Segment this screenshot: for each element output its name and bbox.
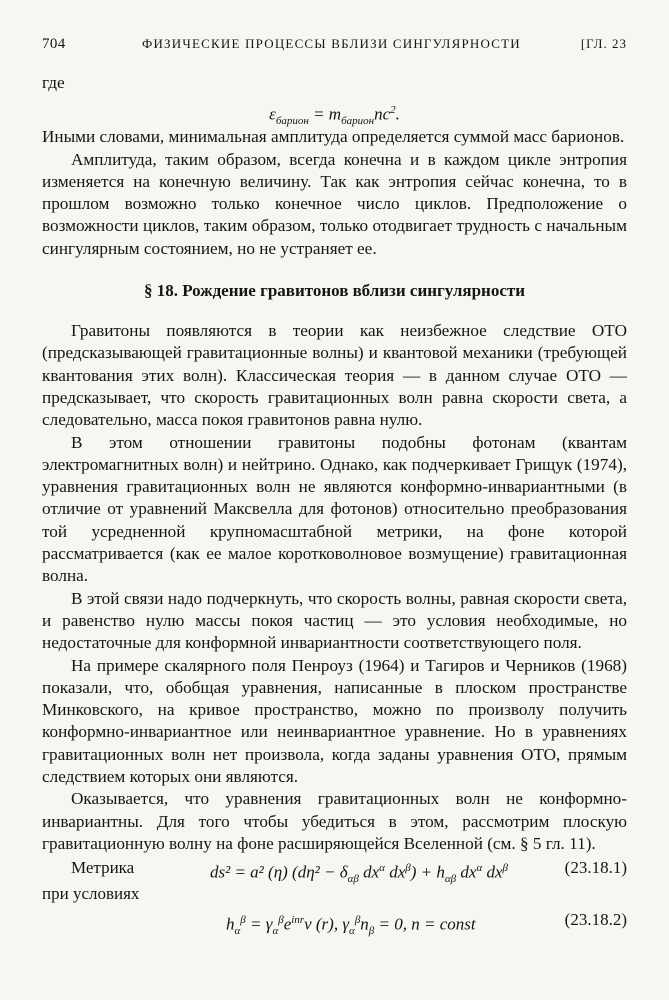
eq-sup: α xyxy=(379,862,385,875)
section-heading: § 18. Рождение гравитонов вблизи сингулярности xyxy=(143,281,526,301)
eq-sup: β xyxy=(502,862,508,875)
eq-sub: α xyxy=(349,925,355,938)
equation-number: (23.18.2) xyxy=(564,910,627,930)
eq-sub: αβ xyxy=(347,873,359,886)
eq-part: h xyxy=(226,914,235,934)
baryon-energy-formula xyxy=(42,98,627,128)
eq-sup: α xyxy=(476,862,483,875)
page-number: 704 xyxy=(42,36,66,52)
formula-end: . xyxy=(395,104,400,124)
eq-sup: β xyxy=(354,914,361,927)
formula-eq: = m xyxy=(308,104,342,124)
eq-part: = γ xyxy=(245,914,273,934)
eq-part: = 0, n = const xyxy=(374,914,476,934)
paragraph: Амплитуда, таким образом, всегда конечна и в каждом цикле энтропия изменяется на конечную величину. Так как энтропия сейчас конечна, то в прошлом возможно только конечное число циклов. Предположение о возможности циклов, таким образом, только отодвигает трудность с начальным сингулярным состоянием, но не устраняет ее. xyxy=(42,149,627,258)
equation-number: (23.18.1) xyxy=(564,858,627,878)
running-title: ФИЗИЧЕСКИЕ ПРОЦЕССЫ ВБЛИЗИ СИНГУЛЯРНОСТИ xyxy=(142,36,521,51)
equation-23-18-2-body xyxy=(42,907,627,938)
eq-part: dx xyxy=(384,862,406,882)
eq-sup: β xyxy=(405,862,411,875)
eq-part: dx xyxy=(456,862,477,882)
paragraph: Оказывается, что уравнения гравитационных волн не конформно-инвариантны. Для того чтобы убедиться в этом, рассмотрим плоскую гравитационную волну на фоне расширяющейся Вселенной (см. § 5 гл. 11). xyxy=(42,789,627,853)
eq-sub: α xyxy=(234,925,241,938)
paragraph: Иными словами, минимальная амплитуда определяется суммой масс барионов. xyxy=(42,127,625,147)
gde-word: где xyxy=(42,73,65,92)
eq-part: dx xyxy=(482,862,503,882)
paragraph: В этой связи надо подчеркнуть, что скорость волны, равная скорости света, и равенство нулю массы покоя частиц — это условия необходимые, но недостаточные для конформной инвариантности соответствующего поля. xyxy=(42,588,627,653)
paragraph: На примере скалярного поля Пенроуз (1964) и Тагиров и Черников (1968) показали, что, обобщая уравнения, написанные в плоском пространстве Минковского, на кривое пространство, можно по произволу получить конформно-инвариантное или неинвариантное уравнение. Но в уравнениях гравитационных волн нет произвола, когда заданы уравнения ОТО, прямым следствием которых они являются. xyxy=(42,655,627,787)
running-header xyxy=(42,36,627,58)
eq-sup: β xyxy=(278,914,284,927)
paragraph: Гравитоны появляются в теории как неизбежное следствие ОТО (предсказывающей гравитационные волны) и квантовой механики (требующей квантования этих волн). Классическая теория — в данном случае ОТО — предсказывает, что скорость гравитационных волн равна скорости света, а следовательно, масса покоя гравитонов равна нулю. xyxy=(42,321,627,430)
equation-label: Метрика xyxy=(71,858,135,878)
eq-part: ν (r), γ xyxy=(304,914,350,934)
eq-sup: inr xyxy=(291,914,305,927)
equation-23-18-2 xyxy=(42,881,627,907)
eq-sup: β xyxy=(240,914,246,927)
eq-part: dx xyxy=(358,862,380,882)
equation-23-18-1 xyxy=(42,855,627,886)
equation-label: при условиях xyxy=(42,884,140,904)
formula-sub-2: барион xyxy=(341,115,375,128)
formula-power: 2 xyxy=(390,104,396,117)
eq-part: n xyxy=(360,914,369,934)
formula-tail: nc xyxy=(374,104,391,124)
eq-sub: α xyxy=(272,925,279,938)
formula-sub: барион xyxy=(275,115,309,128)
eq-part: ds² = a² (η) (dη² − δ xyxy=(210,862,348,882)
eq-part: e xyxy=(283,914,292,934)
eq-sub: β xyxy=(368,925,375,938)
chapter-label: [ГЛ. 23 xyxy=(580,36,627,51)
formula-symbol: ε xyxy=(269,104,276,124)
eq-part: ) + h xyxy=(410,862,445,882)
page-body xyxy=(42,72,627,938)
eq-sub: αβ xyxy=(444,873,457,886)
equation-body xyxy=(226,907,476,944)
paragraph: В этом отношении гравитоны подобны фотонам (квантам электромагнитных волн) и нейтрино. Однако, как подчеркивает Грищук (1974), уравнения гравитационных волн не являются конформно-инвариантными (в отличие от уравнений Максвелла для фотонов) относительно преобразования той усредненной крупномасштабной метрики, на фоне которой рассматривается (как ее малое коротковолновое возмущение) гравитационная волна. xyxy=(42,432,627,586)
